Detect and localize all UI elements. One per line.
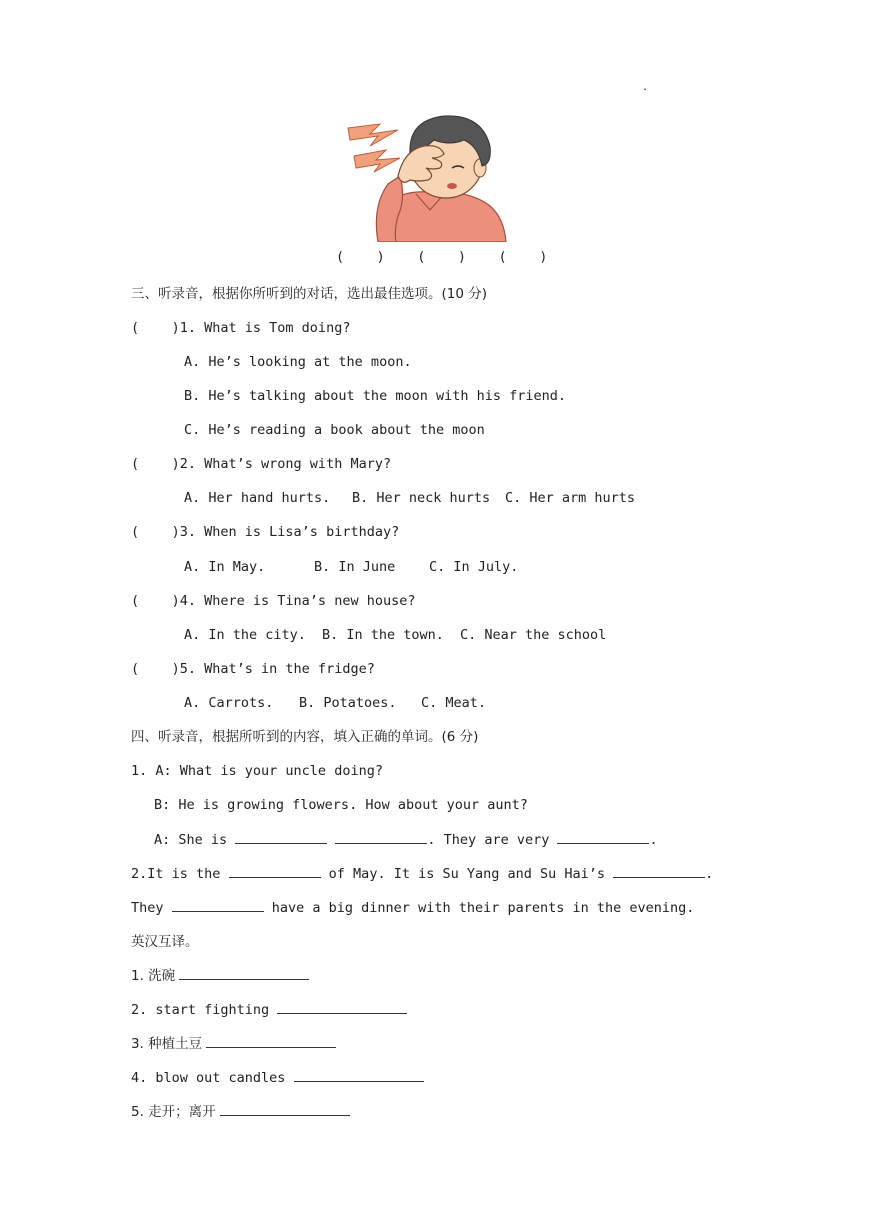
section4-line2: B: He is growing flowers. How about your aunt? bbox=[154, 797, 528, 813]
q3-stem: ( )3. When is Lisa’s birthday? bbox=[131, 524, 400, 540]
blank-1[interactable] bbox=[235, 831, 327, 844]
q1-option-c: C. He’s reading a book about the moon bbox=[184, 422, 485, 438]
q5-option-b: B. Potatoes. bbox=[299, 695, 397, 711]
blank-6[interactable] bbox=[172, 899, 264, 912]
translation-item-3: 3. 种植土豆 bbox=[131, 1035, 336, 1053]
q2-stem: ( )2. What’s wrong with Mary? bbox=[131, 456, 392, 472]
translation-item-1: 1. 洗碗 bbox=[131, 967, 309, 985]
q3-option-c: C. In July. bbox=[429, 559, 519, 575]
section3-heading: 三、听录音，根据你所听到的对话，选出最佳选项。(10 分) bbox=[131, 286, 488, 302]
section4-line3: A: She is . They are very . bbox=[154, 832, 658, 848]
answer-line-2[interactable] bbox=[277, 1001, 407, 1014]
translation-item-4: 4. blow out candles bbox=[131, 1069, 424, 1087]
q4-stem: ( )4. Where is Tina’s new house? bbox=[131, 593, 416, 609]
corner-mark: . bbox=[642, 82, 649, 93]
q2-option-c: C. Her arm hurts bbox=[505, 490, 636, 506]
section4-heading: 四、听录音，根据所听到的内容，填入正确的单词。(6 分) bbox=[131, 729, 479, 745]
q3-option-b: B. In June bbox=[314, 559, 396, 575]
section5-heading: 英汉互译。 bbox=[131, 934, 199, 950]
pain-bolt-lower bbox=[354, 150, 400, 172]
q1-stem: ( )1. What is Tom doing? bbox=[131, 320, 351, 336]
translation-item-2: 2. start fighting bbox=[131, 1001, 407, 1019]
q2-option-b: B. Her neck hurts bbox=[352, 490, 491, 506]
section4-line1: 1. A: What is your uncle doing? bbox=[131, 763, 383, 779]
blank-5[interactable] bbox=[613, 865, 705, 878]
q2-option-a: A. Her hand hurts. bbox=[184, 490, 331, 506]
boy-with-headache-illustration bbox=[340, 106, 520, 242]
answer-line-1[interactable] bbox=[179, 967, 309, 980]
section4-line5: They have a big dinner with their parents in the evening. bbox=[131, 900, 695, 916]
answer-line-4[interactable] bbox=[294, 1069, 424, 1082]
blank-2[interactable] bbox=[335, 831, 427, 844]
answer-line-3[interactable] bbox=[206, 1035, 336, 1048]
answer-line-5[interactable] bbox=[220, 1103, 350, 1116]
blank-3[interactable] bbox=[557, 831, 649, 844]
picture-answer-slots: ( ) ( ) ( ) bbox=[336, 249, 548, 265]
q5-stem: ( )5. What’s in the fridge? bbox=[131, 661, 375, 677]
translation-item-5: 5. 走开；离开 bbox=[131, 1103, 350, 1121]
blank-4[interactable] bbox=[229, 865, 321, 878]
q1-option-b: B. He’s talking about the moon with his friend. bbox=[184, 388, 567, 404]
q4-option-b: B. In the town. bbox=[322, 627, 444, 643]
q4-option-a: A. In the city. bbox=[184, 627, 306, 643]
q4-option-c: C. Near the school bbox=[460, 627, 607, 643]
pain-bolt-upper bbox=[348, 124, 398, 146]
q3-option-a: A. In May. bbox=[184, 559, 266, 575]
q1-option-a: A. He’s looking at the moon. bbox=[184, 354, 412, 370]
section4-line4: 2.It is the of May. It is Su Yang and Su Hai’s . bbox=[131, 866, 714, 882]
q5-option-c: C. Meat. bbox=[421, 695, 487, 711]
q5-option-a: A. Carrots. bbox=[184, 695, 274, 711]
